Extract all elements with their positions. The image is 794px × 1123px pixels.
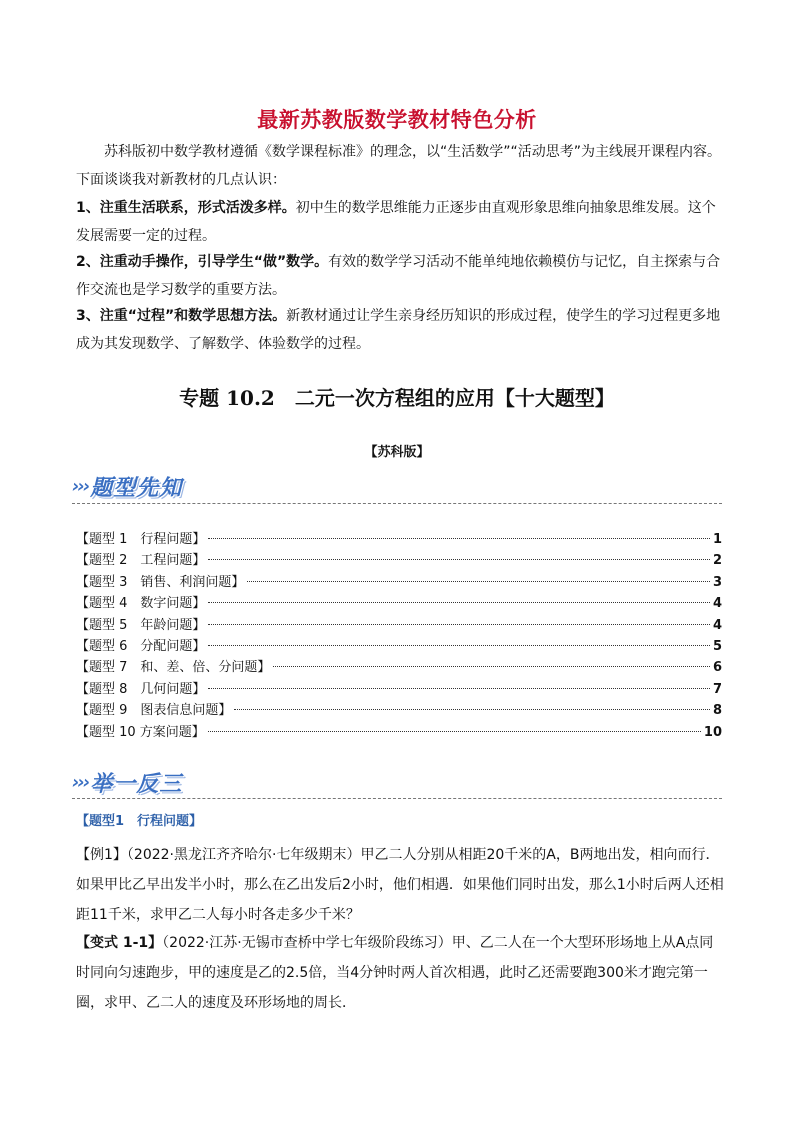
toc-item-page: 4 (712, 596, 722, 612)
toc-item[interactable] (76, 635, 722, 656)
toc-item[interactable] (76, 571, 722, 592)
chevron-icon: ››› (72, 771, 89, 793)
toc-item-label: 【题型 4 数字问题】 (76, 596, 206, 612)
banner-examples (72, 766, 182, 798)
toc-item-page: 3 (712, 574, 722, 590)
toc-item-label: 【题型 7 和、差、倍、分问题】 (76, 660, 271, 676)
point-3-text: 新教材通过让学生亲身经历知识的形成过程，使学生的学习过程更多地成为其发现数学、了解数学、体验数学的过程。 (76, 308, 721, 352)
document-title: 专题 10.2 二元一次方程组的应用【十大题型】 (179, 386, 615, 410)
toc-item-page: 5 (712, 638, 722, 654)
point-1-text: 初中生的数学思维能力正逐步由直观形象思维向抽象思维发展。这个发展需要一定的过程。 (76, 200, 716, 244)
variant-1-1-label: 【变式 1-1】 (76, 935, 163, 951)
point-2-heading: 2、注重动手操作，引导学生“做”数学。 (76, 254, 329, 270)
toc-item[interactable] (76, 656, 722, 677)
point-2-text: 有效的数学学习活动不能单纯地依赖模仿与记忆，自主探索与合作交流也是学习数学的重要方法。 (76, 254, 721, 298)
toc-item-label: 【题型 5 年龄问题】 (76, 617, 206, 633)
toc-leader (208, 731, 701, 732)
point-3-heading: 3、注重“过程”和数学思想方法。 (76, 308, 287, 324)
toc-item-label: 【题型 6 分配问题】 (76, 638, 206, 654)
example-1-label: 【例1】 (76, 847, 127, 863)
toc-leader (208, 559, 710, 560)
toc-item[interactable] (76, 592, 722, 613)
toc-item[interactable] (76, 614, 722, 635)
point-1 (76, 194, 726, 250)
toc-leader (208, 602, 710, 603)
toc-item-page: 2 (712, 553, 722, 569)
toc-item[interactable] (76, 699, 722, 720)
toc-leader (234, 709, 710, 710)
toc-item[interactable] (76, 678, 722, 699)
point-2 (76, 248, 726, 304)
divider (72, 798, 722, 799)
edition-label: 【苏科版】 (364, 445, 430, 460)
toc-item-page: 7 (712, 681, 722, 697)
toc-item-page: 10 (703, 724, 722, 740)
variant-1-1-text: （2022·江苏·无锡市查桥中学七年级阶段练习）甲、乙二人在一个大型环形场地上从A点同时同向匀速跑步，甲的速度是乙的2.5倍，当4分钟时两人首次相遇，此时乙还需要跑300米才跑完第一圈，求甲、乙二人的速度及环形场地的周长． (76, 935, 714, 1011)
example-1 (76, 840, 726, 930)
banner-examples-text: 举一反三 (90, 771, 183, 797)
toc-leader (273, 666, 710, 667)
divider (72, 503, 722, 504)
toc-leader (208, 688, 710, 689)
point-3 (76, 302, 726, 358)
toc-item-label: 【题型 2 工程问题】 (76, 553, 206, 569)
section-heading: 【题型1 行程问题】 (76, 814, 203, 829)
toc-item-page: 8 (712, 703, 722, 719)
toc-item-label: 【题型 3 销售、利润问题】 (76, 574, 245, 590)
toc-leader (208, 538, 710, 539)
toc-leader (247, 581, 710, 582)
toc-item-page: 4 (712, 617, 722, 633)
toc-item-label: 【题型 8 几何问题】 (76, 681, 206, 697)
intro-paragraph: 苏科版初中数学教材遵循《数学课程标准》的理念，以“生活数学”“活动思考”为主线展开课程内容。下面谈谈我对新教材的几点认识： (76, 144, 722, 188)
banner-topic-preview (72, 470, 182, 502)
toc-leader (208, 624, 710, 625)
toc-item-page: 6 (712, 660, 722, 676)
toc-item[interactable] (76, 528, 722, 549)
toc-item-label: 【题型 1 行程问题】 (76, 532, 206, 547)
table-of-contents (76, 528, 722, 742)
toc-leader (208, 645, 710, 646)
toc-item-page: 1 (712, 532, 722, 547)
example-1-text: （2022·黑龙江齐齐哈尔·七年级期末）甲乙二人分别从相距20千米的A，B两地出发，相向而行．如果甲比乙早出发半小时，那么在乙出发后2小时，他们相遇．如果他们同时出发，那么1小时后两人还相距11千米，求甲乙二人每小时各走多少千米？ (76, 847, 724, 923)
banner-topic-preview-text: 题型先知 (90, 475, 183, 501)
toc-item-label: 【题型 10 方案问题】 (76, 724, 205, 740)
point-1-heading: 1、注重生活联系，形式活泼多样。 (76, 200, 296, 216)
variant-1-1 (76, 928, 726, 1018)
toc-item[interactable] (76, 721, 722, 742)
chevron-icon: ››› (72, 475, 89, 497)
toc-item[interactable] (76, 549, 722, 570)
promo-title: 最新苏教版数学教材特色分析 (257, 108, 537, 132)
toc-item-label: 【题型 9 图表信息问题】 (76, 703, 232, 719)
